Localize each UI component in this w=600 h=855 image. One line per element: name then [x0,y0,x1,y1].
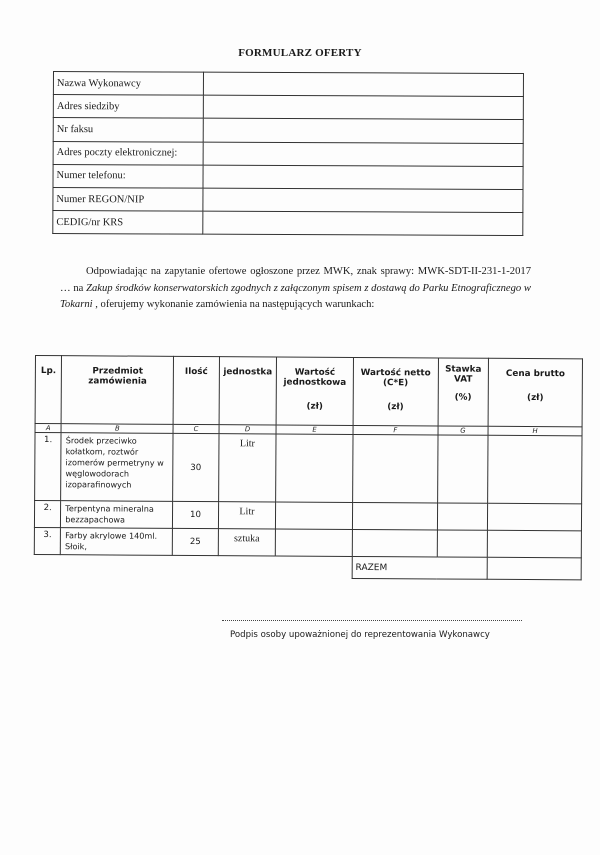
signature-line[interactable] [222,620,522,623]
intro-text: Odpowiadając na zapytanie ofertowe ogłoszone przez MWK, znak sprawy: MWK-SDT-II-231-1-2017 … na [60,266,531,294]
row-gross-cell[interactable] [488,435,582,504]
column-letter: B [61,424,173,434]
total-label: RAZEM [352,556,487,579]
vendor-field-value[interactable] [203,165,523,190]
row-qty: 30 [173,433,219,501]
vendor-field-label: Adres poczty elektronicznej: [53,141,203,165]
row-net-cell[interactable] [352,434,437,503]
row-vat-cell[interactable] [437,530,488,557]
header-unit-value: Wartość jednostkowa (zł) [276,357,353,425]
intro-subject: Zakup środków konserwatorskich zgodnych z załączonym spisem z dostawą do Parku Etnograficznego w Tokarni [60,282,532,310]
total-row [34,554,581,579]
vendor-field-label: CEDIG/nr KRS [53,211,203,235]
column-letter: G [438,426,489,435]
row-lp: 1. [35,433,62,501]
row-net-cell[interactable] [352,529,437,557]
vendor-field-label: Numer REGON/NIP [53,187,203,211]
intro-paragraph [60,264,531,314]
header-gross: Cena brutto (zł) [488,358,582,427]
vendor-row [53,72,523,97]
vendor-field-value[interactable] [203,142,523,167]
column-letter: F [353,425,438,435]
vendor-row [53,118,523,143]
table-row [34,501,581,531]
vendor-row [53,164,523,189]
vendor-row [53,95,523,120]
order-table [34,355,583,580]
row-item: Terpentyna mineralna bezzapachowa [61,501,173,529]
vendor-row [53,211,523,236]
row-net-cell[interactable] [352,502,437,530]
row-item: Środek przeciwko kołatkom, roztwór izomerów permetryny w węglowodorach izoparafinowych [61,433,173,502]
column-letter: H [488,426,582,436]
vendor-field-value[interactable] [203,95,523,120]
vendor-field-value[interactable] [203,211,523,236]
vendor-row [53,187,523,212]
row-qty: 10 [173,501,219,528]
header-qty: Ilość [173,356,219,424]
signature-caption: Podpis osoby upoważnionej do reprezentowania Wykonawcy [230,630,490,640]
row-unit-value-cell[interactable] [275,529,352,556]
table-row [34,527,581,557]
row-qty: 25 [173,528,219,555]
row-lp: 2. [34,501,60,528]
vendor-field-label: Adres siedziby [53,95,203,119]
row-gross-cell[interactable] [488,503,582,531]
row-gross-cell[interactable] [487,530,581,558]
intro-text-end: , oferujemy wykonanie zamówienia na następujących warunkach: [92,299,375,310]
vendor-field-value[interactable] [203,72,523,97]
column-letter: C [173,424,218,433]
row-lp: 3. [34,527,60,554]
row-unit-value-cell[interactable] [276,434,353,502]
vendor-field-value[interactable] [203,119,523,144]
header-lp: Lp. [35,356,62,424]
total-gross-cell[interactable] [487,557,581,580]
row-unit-value-cell[interactable] [276,502,353,529]
row-unit: sztuka [218,529,276,556]
row-vat-cell[interactable] [437,435,488,503]
header-item: Przedmiot zamówienia [61,356,173,425]
vendor-field-label: Nr faksu [53,118,203,142]
row-vat-cell[interactable] [437,503,488,530]
row-unit: Litr [218,434,276,502]
header-row [35,356,582,427]
table-row [35,433,582,504]
column-letter: A [35,424,61,433]
header-unit: jednostka [219,357,277,425]
row-item: Farby akrylowe 140ml. Słoik, [61,528,173,556]
header-net: Wartość netto (C*E) (zł) [353,357,438,426]
vendor-field-label: Numer telefonu: [53,164,203,188]
vendor-info-table [52,71,524,236]
form-title: FORMULARZ OFERTY [238,47,362,59]
header-vat: Stawka VAT (%) [438,358,489,426]
row-unit: Litr [218,502,276,529]
vendor-field-label: Nazwa Wykonawcy [53,72,203,96]
vendor-row [53,141,523,166]
vendor-field-value[interactable] [203,188,523,213]
column-letter: D [219,425,277,434]
column-letter: E [276,425,353,434]
